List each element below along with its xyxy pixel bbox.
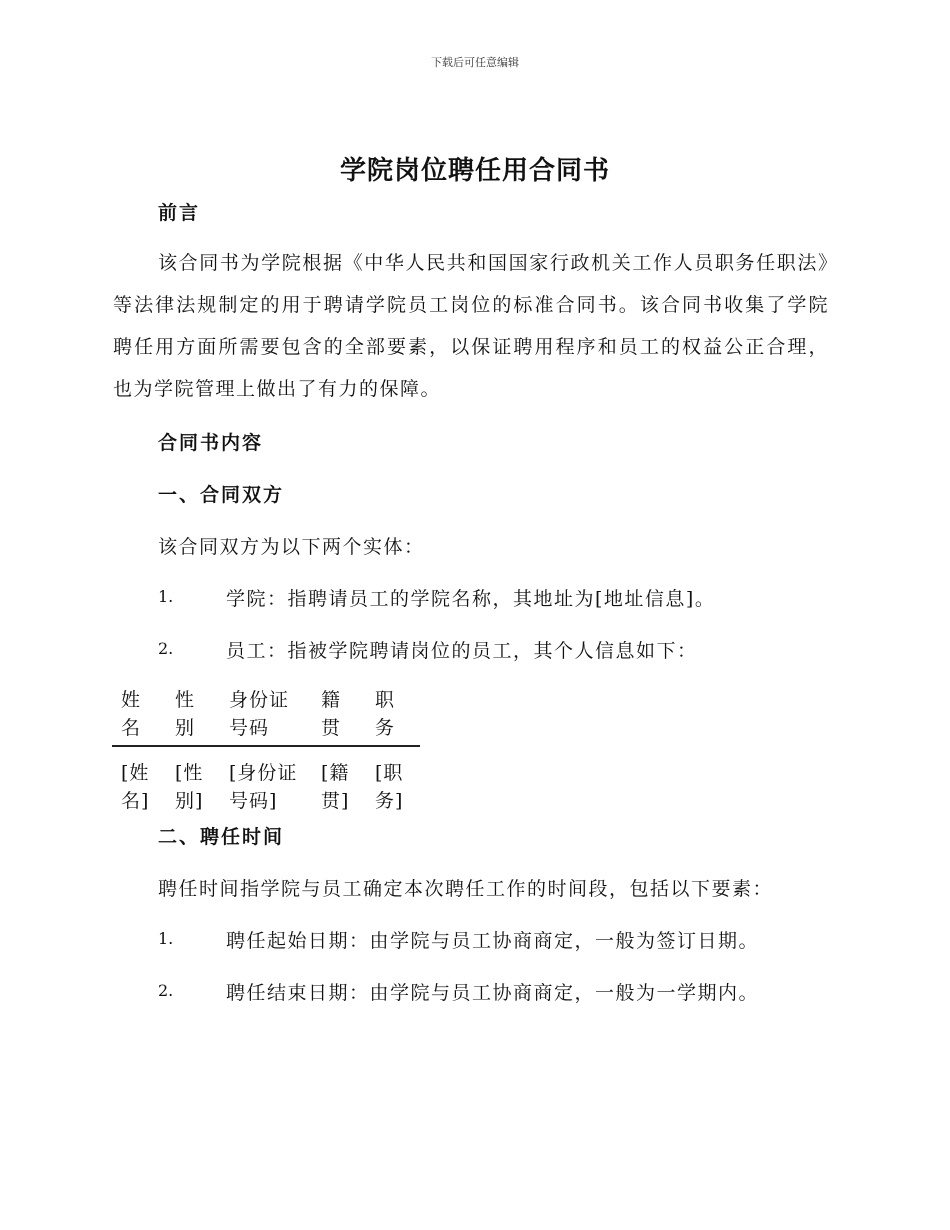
header-note: 下载后可任意编辑: [431, 56, 519, 69]
list-number: 2.: [158, 981, 174, 1000]
table-cell: [性别]: [175, 762, 204, 812]
list-item: 聘任结束日期：由学院与员工协商商定，一般为一学期内。: [226, 982, 760, 1004]
list-number: 2.: [158, 639, 174, 658]
table-cell: [姓名]: [121, 762, 150, 812]
preface-heading: 前言: [158, 202, 201, 224]
table-row: [112, 746, 420, 815]
table-header-cell: 籍贯: [312, 686, 366, 746]
list-item: 学院：指聘请员工的学院名称，其地址为[地址信息]。: [226, 588, 716, 610]
section2-heading: 二、聘任时间: [158, 826, 285, 848]
section2-intro: 聘任时间指学院与员工确定本次聘任工作的时间段，包括以下要素：: [158, 878, 774, 900]
document-title: 学院岗位聘任用合同书: [339, 156, 610, 186]
table-header-cell: 身份证号码: [220, 686, 312, 746]
list-item: 聘任起始日期：由学院与员工协商商定，一般为签订日期。: [226, 930, 760, 952]
table-cell: [职务]: [375, 762, 404, 812]
table-header-cell: 职务: [366, 686, 420, 746]
list-number: 1.: [158, 587, 174, 606]
section1-intro: 该合同双方为以下两个实体：: [158, 536, 425, 558]
section1-heading: 一、合同双方: [158, 484, 285, 506]
employee-info-table: [112, 686, 420, 815]
table-cell: [籍贯]: [321, 762, 350, 812]
table-header-row: [112, 686, 420, 746]
preface-paragraph: 该合同书为学院根据《中华人民共和国国家行政机关工作人员职务任职法》等法律法规制定的用于聘请学院员工岗位的标准合同书。该合同书收集了学院聘任用方面所需要包含的全部要素，以保证聘用程序和员工的权益公正合理，也为学院管理上做出了有力的保障。: [113, 252, 829, 400]
content-heading: 合同书内容: [158, 432, 264, 454]
list-item: 员工：指被学院聘请岗位的员工，其个人信息如下：: [226, 640, 698, 662]
table-header-cell: 姓名: [112, 686, 166, 746]
table-cell: [身份证号码]: [229, 762, 298, 812]
table-header-cell: 性别: [166, 686, 220, 746]
list-number: 1.: [158, 929, 174, 948]
